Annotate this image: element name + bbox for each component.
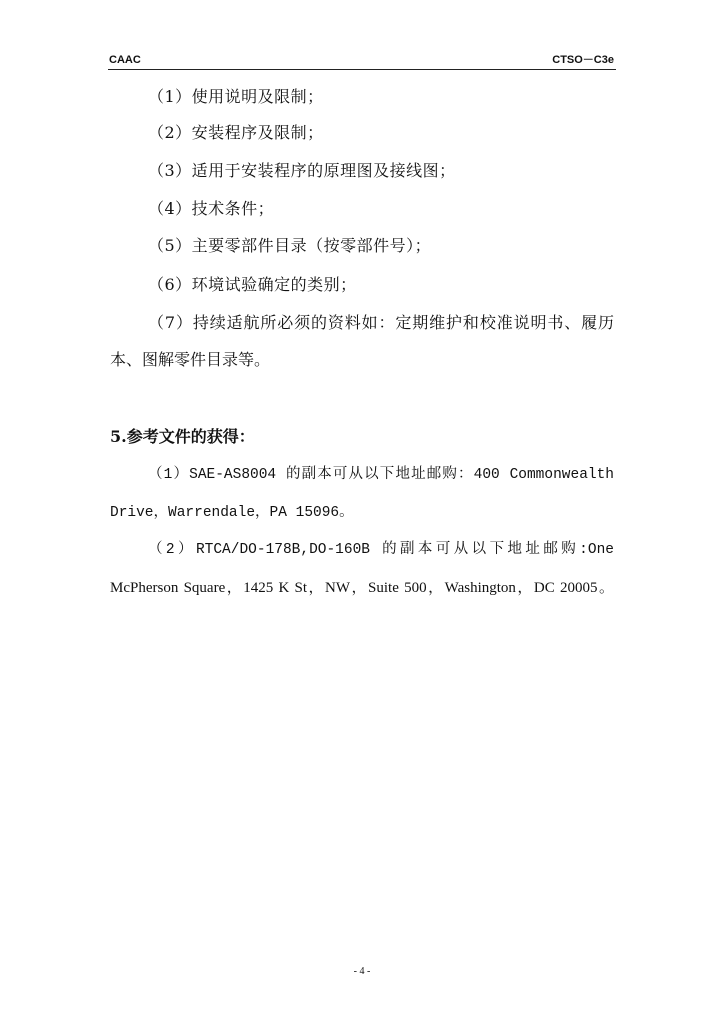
header-org: CAAC (109, 54, 141, 66)
list-item: （5）主要零部件目录（按零部件号）； (148, 236, 432, 255)
list-item: （4）技术条件； (148, 199, 275, 218)
reference-item-continuation: McPherson Square，1425 K St，NW，Suite 500，Washington，DC 20005。 (110, 580, 614, 596)
page-number: - 4 - (353, 966, 371, 977)
list-item: （7）持续适航所必须的资料如：定期维护和校准说明书、履历 (148, 313, 614, 332)
reference-item: （1）SAE-AS8004 的副本可从以下地址邮购：400 Commonwealth (148, 467, 614, 483)
section-heading: 5.参考文件的获得： (110, 427, 255, 446)
reference-item-continuation: Drive，Warrendale，PA 15096。 (110, 505, 354, 521)
header-rule (108, 69, 616, 70)
header-doc-id: CTSO－C3e (552, 54, 614, 66)
list-item-continuation: 本、图解零件目录等。 (110, 350, 271, 369)
list-item: （6）环境试验确定的类别； (148, 275, 357, 294)
list-item: （2）安装程序及限制； (148, 123, 324, 142)
list-item: （3）适用于安装程序的原理图及接线图； (148, 161, 456, 180)
list-item: （1）使用说明及限制； (148, 87, 324, 106)
reference-item: （2）RTCA/DO-178B,DO-160B 的副本可从以下地址邮购:One (148, 542, 614, 558)
